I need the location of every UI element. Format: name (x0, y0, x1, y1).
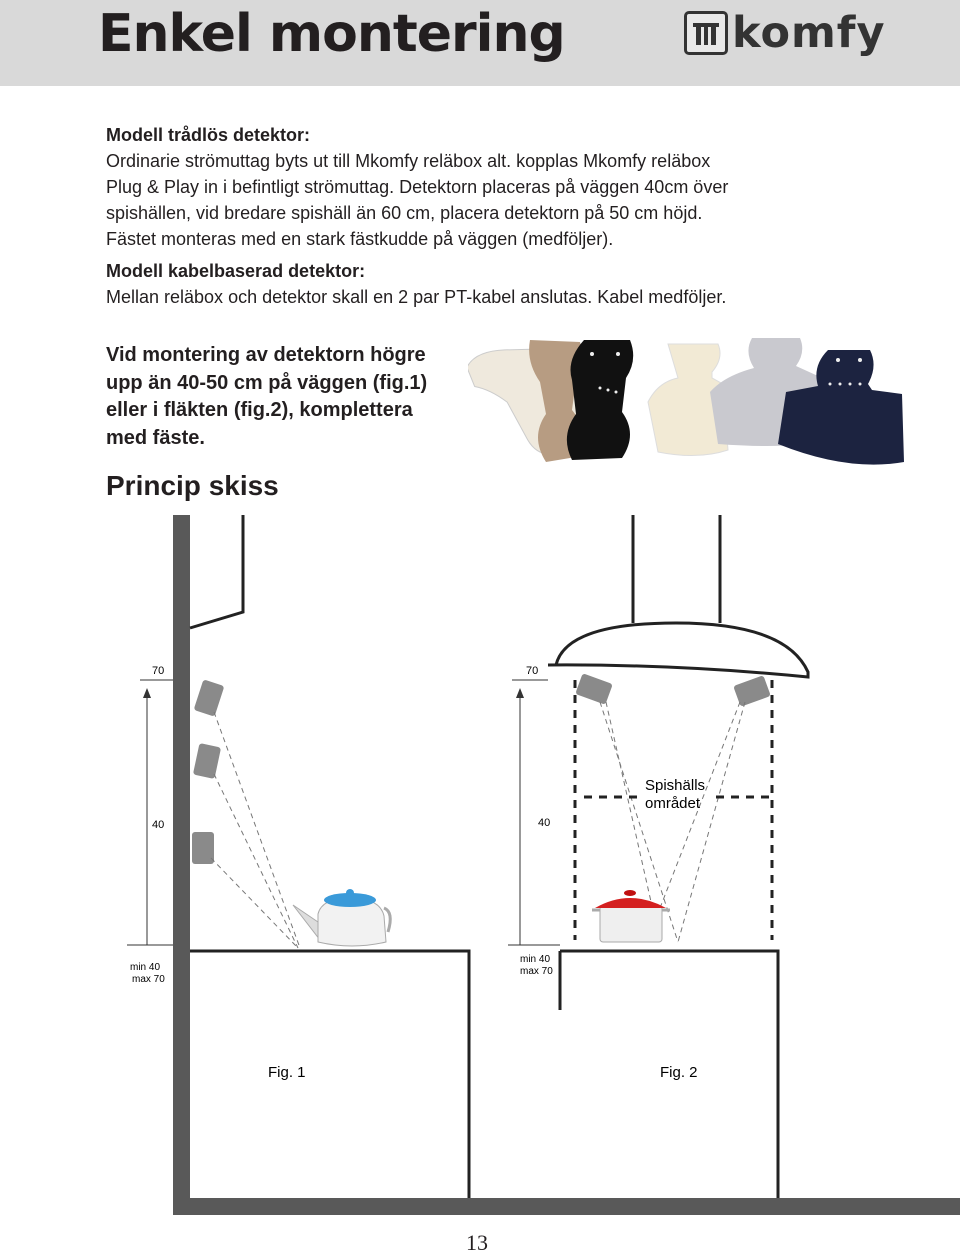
mounting-line: Vid montering av detektorn högre (106, 344, 426, 366)
floor (173, 1198, 960, 1215)
hood-fig1 (190, 515, 243, 628)
page-title: Enkel montering (98, 4, 565, 64)
wireless-heading: Modell trådlös detektor: (106, 125, 311, 145)
dim-label-top: 70 (152, 665, 165, 677)
counter-fig1 (190, 951, 469, 1198)
dim-label-min: min 40 (130, 962, 161, 973)
kettle-icon (293, 889, 390, 946)
logo-text: komfy (732, 8, 886, 58)
figure-caption: Fig. 1 (268, 1064, 306, 1081)
cooking-area-label: Spishälls (645, 777, 706, 794)
principle-heading: Princip skiss (106, 470, 279, 501)
dim-label-mid: 40 (538, 817, 551, 829)
mounting-line: upp än 40-50 cm på väggen (fig.1) (106, 371, 428, 394)
cooking-area-label: området (645, 795, 701, 812)
detector-icon (193, 743, 221, 779)
dim-label-max: max 70 (132, 974, 165, 985)
cable-heading: Modell kabelbaserad detektor: (106, 261, 366, 281)
page-number: 13 (466, 1230, 488, 1255)
mounting-line: eller i fläkten (fig.2), komplettera (106, 399, 413, 421)
detector-icon (733, 675, 771, 707)
hood-fig2 (548, 623, 808, 677)
detector-icon (575, 673, 613, 705)
cable-line: Mellan reläbox och detektor skall en 2 par PT-kabel anslutas. Kabel medföljer. (106, 287, 727, 307)
wireless-line: Ordinarie strömuttag byts ut till Mkomfy reläbox alt. kopplas Mkomfy reläbox (106, 151, 711, 171)
wall (173, 515, 190, 1215)
mounting-line: med fäste. (106, 426, 205, 449)
detector-icon (194, 679, 225, 716)
wireless-line: spishällen, vid bredare spishäll än 60 cm, placera detektorn på 50 cm höjd. (106, 203, 703, 223)
dim-label-mid: 40 (152, 819, 165, 831)
figure-caption: Fig. 2 (660, 1064, 698, 1081)
pot-icon (592, 890, 670, 942)
detector-icon (192, 832, 214, 864)
dim-label-max: max 70 (520, 966, 553, 977)
wireless-line: Fästet monteras med en stark fästkudde på väggen (medföljer). (106, 229, 614, 249)
wireless-line: Plug & Play in i befintligt strömuttag. Detektorn placeras på väggen 40cm över (106, 177, 729, 197)
dim-label-min: min 40 (520, 954, 551, 965)
dim-label-top: 70 (526, 665, 539, 677)
